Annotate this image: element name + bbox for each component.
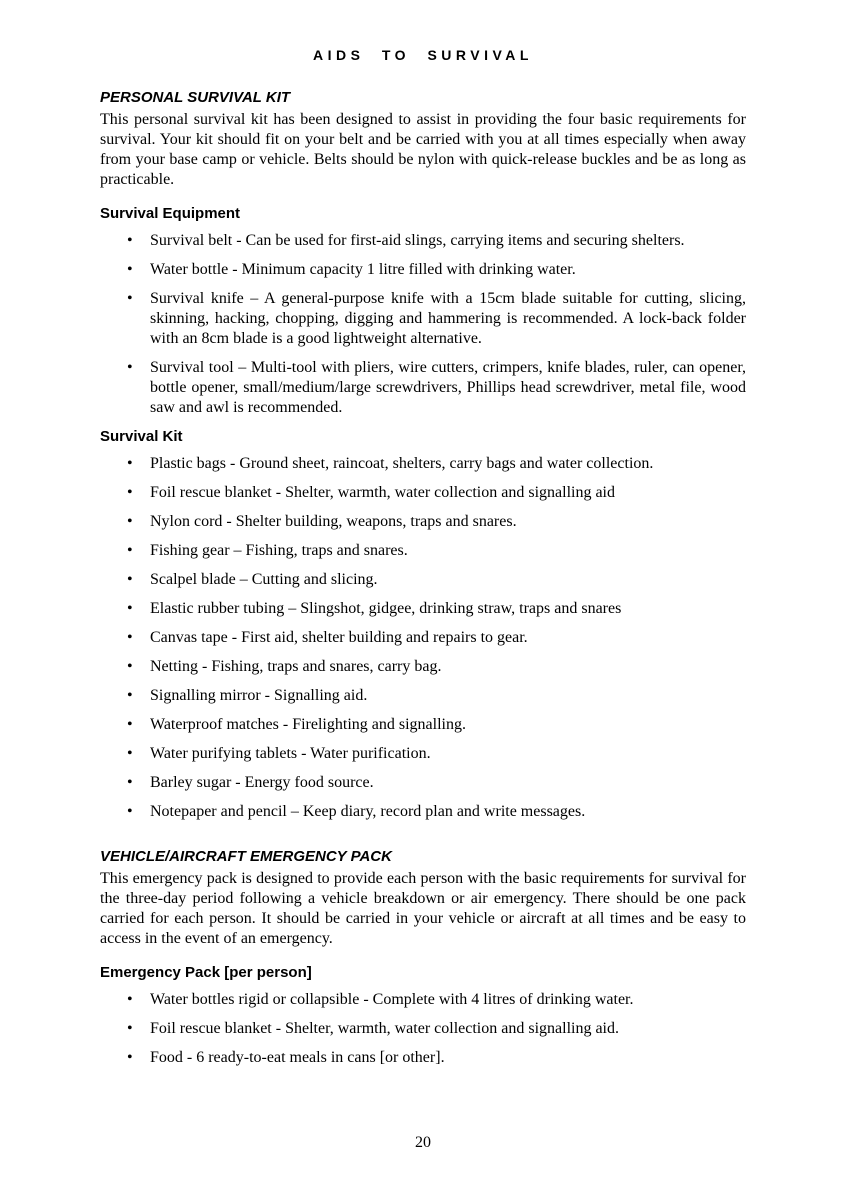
list-item: • Waterproof matches - Firelighting and signalling. [100, 715, 746, 735]
document-title: AIDS TO SURVIVAL [313, 47, 533, 63]
list-item: • Canvas tape - First aid, shelter building and repairs to gear. [100, 628, 746, 648]
list-item: • Elastic rubber tubing – Slingshot, gidgee, drinking straw, traps and snares [100, 599, 746, 619]
list-item: • Nylon cord - Shelter building, weapons, traps and snares. [100, 512, 746, 532]
section-personal-survival-kit [100, 89, 746, 822]
subheading-emergency-pack: Emergency Pack [per person] [100, 964, 312, 981]
list-item: • Netting - Fishing, traps and snares, carry bag. [100, 657, 746, 677]
list-item: • Barley sugar - Energy food source. [100, 773, 746, 793]
page-number: 20 [415, 1134, 431, 1151]
list-item: • Survival knife – A general-purpose knife with a 15cm blade suitable for cutting, slicing, skinning, hacking, chopping, digging and hammering is recommended. A lock-back folder with an 8cm blade is a good lightweight alternative. [100, 289, 746, 349]
subheading-survival-kit: Survival Kit [100, 428, 183, 445]
page-footer [0, 1133, 846, 1153]
list-item: • Food - 6 ready-to-eat meals in cans [or other]. [100, 1048, 746, 1068]
section-heading: VEHICLE/AIRCRAFT EMERGENCY PACK [100, 848, 392, 865]
bullet-list-survival-equipment [100, 231, 746, 418]
list-item: • Plastic bags - Ground sheet, raincoat, shelters, carry bags and water collection. [100, 454, 746, 474]
list-item: • Foil rescue blanket - Shelter, warmth, water collection and signalling aid. [100, 1019, 746, 1039]
list-item: • Water bottle - Minimum capacity 1 litre filled with drinking water. [100, 260, 746, 280]
list-item: • Scalpel blade – Cutting and slicing. [100, 570, 746, 590]
list-item: • Water purifying tablets - Water purification. [100, 744, 746, 764]
list-item: • Notepaper and pencil – Keep diary, record plan and write messages. [100, 802, 746, 822]
section-heading: PERSONAL SURVIVAL KIT [100, 89, 291, 106]
list-item: • Signalling mirror - Signalling aid. [100, 686, 746, 706]
list-item: • Survival belt - Can be used for first-aid slings, carrying items and securing shelters. [100, 231, 746, 251]
section-intro-paragraph: This personal survival kit has been designed to assist in providing the four basic requirements for survival. Your kit should fit on your belt and be carried with you at all times especially when away from your base camp or vehicle. Belts should be nylon with quick-release buckles and be as long as practicable. [100, 111, 746, 188]
list-item: • Foil rescue blanket - Shelter, warmth, water collection and signalling aid [100, 483, 746, 503]
bullet-list-emergency-pack [100, 990, 746, 1068]
list-item: • Survival tool – Multi-tool with pliers, wire cutters, crimpers, knife blades, ruler, can opener, bottle opener, small/medium/large screwdrivers, Phillips head screwdriver, metal file, wood saw and awl is recommended. [100, 358, 746, 418]
list-item: • Fishing gear – Fishing, traps and snares. [100, 541, 746, 561]
section-intro-paragraph: This emergency pack is designed to provide each person with the basic requirements for survival for the three-day period following a vehicle breakdown or air emergency. There should be one pack carried for each person. It should be carried in your vehicle or aircraft at all times and be easy to access in the event of an emergency. [100, 870, 746, 947]
subheading-survival-equipment: Survival Equipment [100, 205, 241, 222]
list-item: • Water bottles rigid or collapsible - Complete with 4 litres of drinking water. [100, 990, 746, 1010]
section-vehicle-aircraft-emergency-pack [100, 848, 746, 1068]
bullet-list-survival-kit [100, 454, 746, 822]
